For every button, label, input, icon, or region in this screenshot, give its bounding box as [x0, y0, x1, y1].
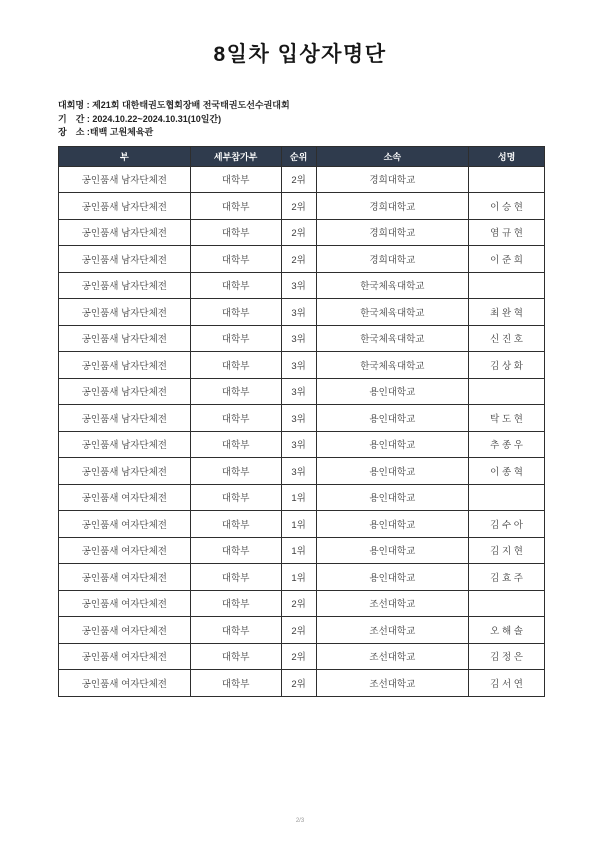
- meta-line-period: [58, 113, 600, 127]
- table-row: [59, 458, 545, 485]
- table-cell: 탁 도 현: [469, 405, 545, 432]
- table-cell: 대학부: [190, 352, 281, 379]
- table-cell: 대학부: [190, 617, 281, 644]
- page-number: 2/3: [295, 818, 305, 824]
- table-cell: [469, 590, 545, 617]
- table-cell: 1위: [281, 484, 316, 511]
- table-cell: 2위: [281, 617, 316, 644]
- meta-line-venue: [58, 126, 600, 140]
- table-cell: 대학부: [190, 166, 281, 193]
- table-cell: 대학부: [190, 378, 281, 405]
- table-cell: 이 승 현: [469, 193, 545, 220]
- table-cell: 대학부: [190, 299, 281, 326]
- meta-separator: :: [84, 127, 90, 137]
- table-cell: 대학부: [190, 193, 281, 220]
- table-cell: 공인품새 여자단체전: [59, 590, 191, 617]
- table-cell: 3위: [281, 458, 316, 485]
- table-cell: 용인대학교: [316, 431, 469, 458]
- table-cell: 공인품새 여자단체전: [59, 670, 191, 697]
- table-cell: 공인품새 여자단체전: [59, 484, 191, 511]
- table-cell: 2위: [281, 670, 316, 697]
- table-cell: 대학부: [190, 590, 281, 617]
- table-cell: 염 규 현: [469, 219, 545, 246]
- meta-label: 대회명: [58, 100, 85, 110]
- table-cell: 공인품새 남자단체전: [59, 405, 191, 432]
- table-row: [59, 405, 545, 432]
- table-cell: 3위: [281, 352, 316, 379]
- table-cell: 김 효 주: [469, 564, 545, 591]
- table-cell: 1위: [281, 564, 316, 591]
- table-cell: 공인품새 남자단체전: [59, 166, 191, 193]
- table-row: [59, 246, 545, 273]
- table-row: [59, 219, 545, 246]
- table-cell: 최 완 혁: [469, 299, 545, 326]
- table-cell: 2위: [281, 166, 316, 193]
- table-cell: 2위: [281, 590, 316, 617]
- table-cell: 3위: [281, 405, 316, 432]
- table-cell: 대학부: [190, 325, 281, 352]
- table-cell: [469, 272, 545, 299]
- table-cell: 김 상 화: [469, 352, 545, 379]
- table-cell: 조선대학교: [316, 643, 469, 670]
- table-cell: 공인품새 남자단체전: [59, 272, 191, 299]
- table-cell: [469, 484, 545, 511]
- table-cell: 공인품새 남자단체전: [59, 193, 191, 220]
- table-cell: 경희대학교: [316, 219, 469, 246]
- table-cell: 공인품새 여자단체전: [59, 564, 191, 591]
- meta-separator: :: [84, 100, 93, 110]
- table-row: [59, 537, 545, 564]
- meta-value: 태백 고원체육관: [89, 127, 154, 137]
- table-cell: 용인대학교: [316, 378, 469, 405]
- column-header-subdivision: 세부참가부: [190, 146, 281, 166]
- table-cell: 이 준 희: [469, 246, 545, 273]
- table-cell: 한국체육대학교: [316, 272, 469, 299]
- table-cell: 2위: [281, 219, 316, 246]
- table-cell: [469, 166, 545, 193]
- table-cell: 김 수 아: [469, 511, 545, 538]
- table-row: [59, 166, 545, 193]
- table-cell: 대학부: [190, 246, 281, 273]
- meta-separator: :: [84, 113, 93, 124]
- table-cell: 조선대학교: [316, 590, 469, 617]
- table-row: [59, 564, 545, 591]
- table-cell: 공인품새 여자단체전: [59, 537, 191, 564]
- table-cell: 대학부: [190, 643, 281, 670]
- table-cell: 추 종 우: [469, 431, 545, 458]
- table-cell: 한국체육대학교: [316, 325, 469, 352]
- page-title: 8일차 입상자명단: [213, 43, 387, 66]
- meta-label: 기 간: [58, 113, 85, 124]
- table-cell: 2위: [281, 193, 316, 220]
- table-cell: 대학부: [190, 670, 281, 697]
- table-cell: 신 진 호: [469, 325, 545, 352]
- results-table: [58, 146, 545, 697]
- table-cell: 김 지 현: [469, 537, 545, 564]
- table-cell: 공인품새 남자단체전: [59, 246, 191, 273]
- table-cell: 경희대학교: [316, 246, 469, 273]
- table-row: [59, 617, 545, 644]
- table-row: [59, 299, 545, 326]
- table-cell: 대학부: [190, 405, 281, 432]
- results-table-body: [59, 166, 545, 696]
- table-cell: 1위: [281, 511, 316, 538]
- table-cell: 경희대학교: [316, 166, 469, 193]
- table-row: [59, 352, 545, 379]
- table-cell: 대학부: [190, 458, 281, 485]
- table-cell: 1위: [281, 537, 316, 564]
- table-cell: 공인품새 남자단체전: [59, 219, 191, 246]
- table-cell: 용인대학교: [316, 537, 469, 564]
- table-row: [59, 378, 545, 405]
- table-cell: 공인품새 남자단체전: [59, 378, 191, 405]
- table-row: [59, 643, 545, 670]
- table-cell: 대학부: [190, 564, 281, 591]
- table-cell: 공인품새 여자단체전: [59, 617, 191, 644]
- table-cell: 김 정 은: [469, 643, 545, 670]
- table-row: [59, 272, 545, 299]
- table-cell: 공인품새 남자단체전: [59, 458, 191, 485]
- column-header-affiliation: 소속: [316, 146, 469, 166]
- table-cell: 3위: [281, 431, 316, 458]
- table-cell: 오 해 솔: [469, 617, 545, 644]
- table-cell: 2위: [281, 246, 316, 273]
- table-cell: 3위: [281, 325, 316, 352]
- table-row: [59, 325, 545, 352]
- table-cell: 대학부: [190, 484, 281, 511]
- table-cell: 3위: [281, 299, 316, 326]
- table-cell: [469, 378, 545, 405]
- meta-value: 제21회 대한태권도협회장배 전국태권도선수권대회: [92, 100, 290, 110]
- table-cell: 공인품새 남자단체전: [59, 325, 191, 352]
- table-cell: 3위: [281, 378, 316, 405]
- meta-label: 장 소: [58, 127, 85, 137]
- table-cell: 3위: [281, 272, 316, 299]
- table-cell: 조선대학교: [316, 670, 469, 697]
- meta-value: 2024.10.22~2024.10.31(10일간): [92, 113, 222, 124]
- table-cell: 공인품새 남자단체전: [59, 299, 191, 326]
- meta-line-competition: [58, 99, 600, 113]
- column-header-name: 성명: [469, 146, 545, 166]
- table-cell: 김 서 연: [469, 670, 545, 697]
- table-cell: 대학부: [190, 219, 281, 246]
- column-header-rank: 순위: [281, 146, 316, 166]
- table-row: [59, 484, 545, 511]
- table-cell: 대학부: [190, 431, 281, 458]
- table-cell: 이 종 혁: [469, 458, 545, 485]
- table-cell: 한국체육대학교: [316, 352, 469, 379]
- table-cell: 용인대학교: [316, 458, 469, 485]
- table-cell: 대학부: [190, 272, 281, 299]
- table-cell: 공인품새 남자단체전: [59, 431, 191, 458]
- table-cell: 공인품새 여자단체전: [59, 511, 191, 538]
- table-row: [59, 670, 545, 697]
- table-row: [59, 193, 545, 220]
- table-cell: 공인품새 남자단체전: [59, 352, 191, 379]
- table-cell: 용인대학교: [316, 484, 469, 511]
- table-cell: 조선대학교: [316, 617, 469, 644]
- table-cell: 경희대학교: [316, 193, 469, 220]
- table-cell: 한국체육대학교: [316, 299, 469, 326]
- table-header-row: [59, 146, 545, 166]
- table-cell: 대학부: [190, 537, 281, 564]
- meta-block: [58, 99, 600, 140]
- table-row: [59, 431, 545, 458]
- column-header-division: 부: [59, 146, 191, 166]
- table-row: [59, 590, 545, 617]
- table-row: [59, 511, 545, 538]
- table-cell: 용인대학교: [316, 405, 469, 432]
- table-cell: 용인대학교: [316, 511, 469, 538]
- table-cell: 2위: [281, 643, 316, 670]
- table-cell: 대학부: [190, 511, 281, 538]
- table-cell: 용인대학교: [316, 564, 469, 591]
- table-cell: 공인품새 여자단체전: [59, 643, 191, 670]
